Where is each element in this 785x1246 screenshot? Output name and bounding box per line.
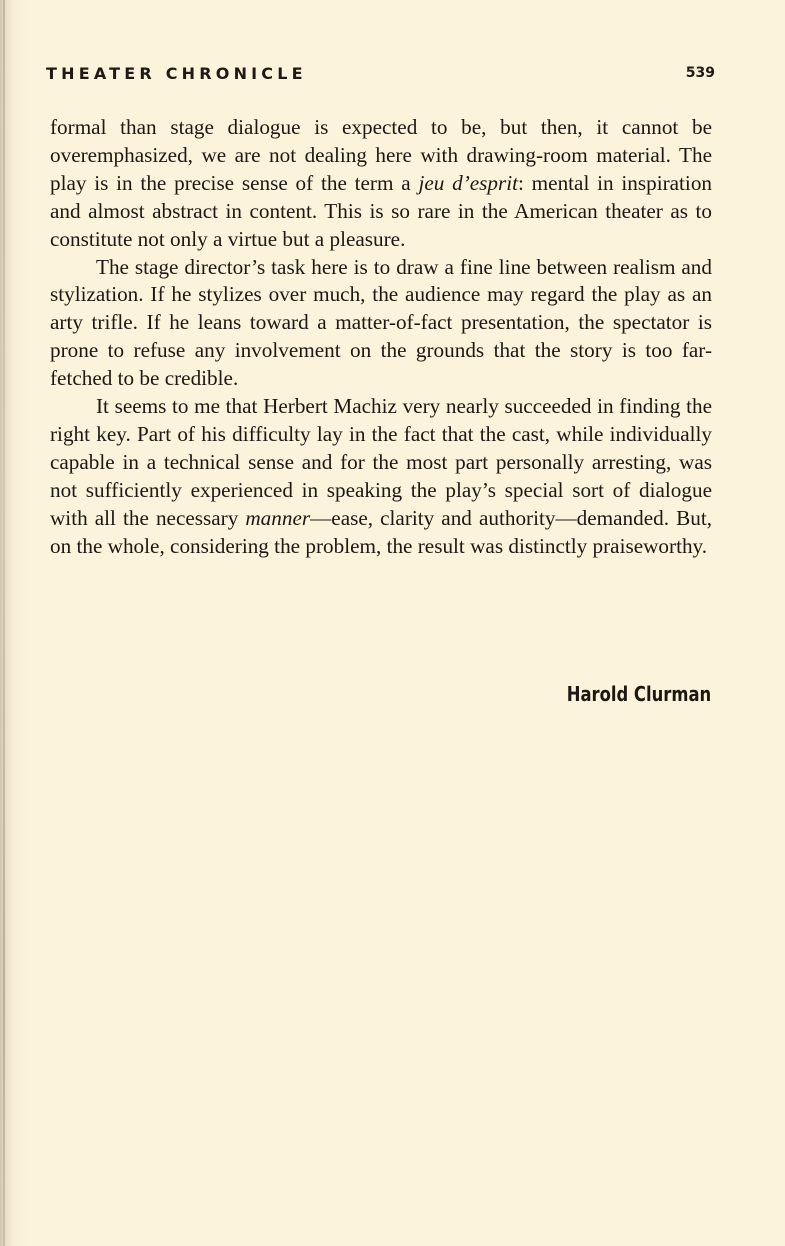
page-gutter [3, 0, 5, 1246]
running-header [46, 64, 715, 86]
paragraph-1-text-b: : mental in inspiration and almost abstract in content. This is so rare in the American theater as to constitute not only a virtue but a pleasure. [50, 170, 713, 251]
paragraph-1 [50, 114, 712, 254]
paragraph-1-text-a: formal than stage dialogue is expected to be, but then, it cannot be overemphasized, we are not dealing here with drawing-room material. The play is in the precise sense of the term a [50, 115, 712, 195]
paragraph-3-italic: manner [245, 505, 311, 530]
article-body [50, 114, 712, 561]
author-signature: Harold Clurman [566, 682, 711, 706]
paragraph-3-text-a: It seems to me that Herbert Machiz very nearly succeeded in finding the right key. Part of his difficulty lay in the fact that the cast, while individually capable in a technical sense and for the most part personally arresting, was not sufficiently experienced in speaking the play’s special sort of dialogue with all the necessary [50, 394, 712, 530]
paragraph-3 [50, 393, 712, 560]
paragraph-2: The stage director’s task here is to draw a fine line between realism and stylization. If he stylizes over much, the audience may regard the play as an arty trifle. If he leans toward a matter-of-fact presentation, the spectator is prone to refuse any involvement on the grounds that the story is too far-fetched to be credible. [50, 254, 712, 391]
running-title: THEATER CHRONICLE [46, 64, 307, 83]
page-number: 539 [685, 65, 715, 81]
paragraph-1-italic: jeu d’esprit [418, 170, 519, 195]
paragraph-3-text-b: —ease, clarity and authority—demanded. But, on the whole, considering the problem, the result was distinctly praiseworthy. [50, 505, 712, 558]
